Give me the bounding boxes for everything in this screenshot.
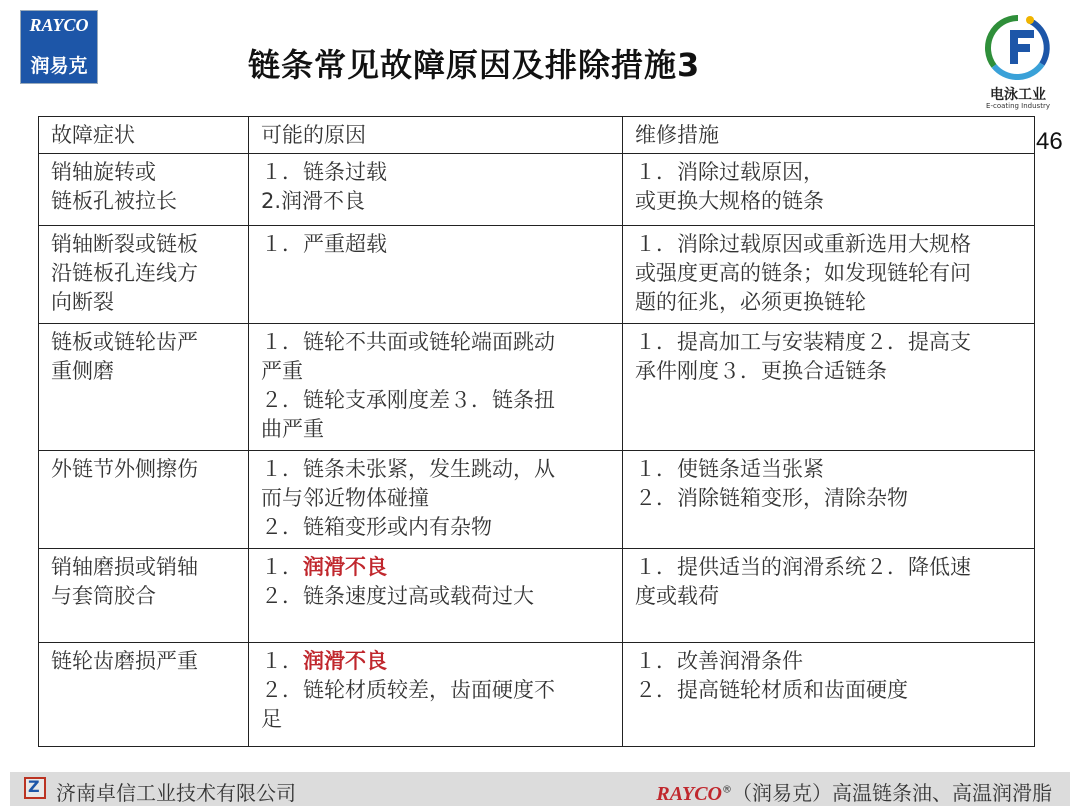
cause-number: １． (261, 457, 303, 481)
symptom-cell (39, 451, 249, 549)
cause-text: 链条未张紧，发生跳动，从 (303, 457, 555, 481)
cause-number: １． (261, 330, 303, 354)
symptom-line: 与套筒胶合 (51, 584, 156, 608)
cause-text-highlight: 润滑不良 (303, 649, 387, 673)
footer-company: 济南卓信工业技术有限公司 (56, 781, 296, 805)
cause-number: １． (261, 232, 303, 256)
cause-number: 2. (261, 189, 282, 213)
header-remedy: 维修措施 (623, 117, 1035, 154)
cause-number: ２． (261, 515, 303, 539)
remedy-cell (623, 154, 1035, 226)
table-row (39, 226, 1035, 324)
causes-cell (249, 324, 623, 451)
remedy-cell (623, 226, 1035, 324)
logo-chinese-text: 润易克 (30, 55, 88, 77)
remedy-cell (623, 324, 1035, 451)
footer-product: （润易克）高温链条油、高温润滑脂 (732, 781, 1052, 805)
cause-line (261, 705, 612, 734)
remedy-line: １．改善润滑条件 (635, 649, 803, 673)
cause-text: 链轮材质较差，齿面硬度不 (303, 678, 555, 702)
symptom-cell (39, 549, 249, 643)
cause-number: １． (261, 649, 303, 673)
footer-brand: RAYCO (656, 783, 722, 805)
cause-text: 润滑不良 (281, 189, 366, 213)
cause-number: １． (261, 555, 303, 579)
remedy-cell (623, 451, 1035, 549)
page-number: 46 (1036, 128, 1063, 155)
table-body (39, 154, 1035, 747)
cause-line (261, 386, 612, 415)
fault-table (38, 116, 1035, 747)
cause-text: 足 (261, 707, 282, 731)
cause-line (261, 415, 612, 444)
registered-mark: ® (722, 784, 732, 796)
symptom-line: 销轴断裂或链板 (51, 232, 198, 256)
remedy-line: ２．消除链箱变形，清除杂物 (635, 486, 908, 510)
remedy-line: 或更换大规格的链条 (635, 189, 824, 213)
page-title: 链条常见故障原因及排除措施3 (248, 46, 701, 84)
symptom-line: 链轮齿磨损严重 (51, 649, 198, 673)
causes-cell (249, 549, 623, 643)
remedy-line: 承件刚度３．更换合适链条 (635, 359, 887, 383)
cause-text: 链轮不共面或链轮端面跳动 (303, 330, 555, 354)
symptom-line: 向断裂 (51, 290, 114, 314)
table-row (39, 549, 1035, 643)
remedy-line: １．提供适当的润滑系统２．降低速 (635, 555, 971, 579)
causes-cell (249, 154, 623, 226)
ecoating-emblem-icon (984, 14, 1052, 80)
cause-line (261, 187, 612, 216)
cause-number: ２． (261, 584, 303, 608)
cause-line (261, 513, 612, 542)
symptom-line: 外链节外侧擦伤 (51, 457, 198, 481)
symptom-cell (39, 643, 249, 747)
remedy-cell (623, 549, 1035, 643)
causes-cell (249, 226, 623, 324)
cause-text: 严重超载 (303, 232, 387, 256)
symptom-line: 链板或链轮齿严 (51, 330, 198, 354)
symptom-line: 销轴旋转或 (51, 160, 156, 184)
header-causes: 可能的原因 (249, 117, 623, 154)
table-row (39, 451, 1035, 549)
footer-bar (10, 772, 1070, 806)
cause-line (261, 357, 612, 386)
cause-line (261, 484, 612, 513)
table-row (39, 643, 1035, 747)
cause-text: 严重 (261, 359, 303, 383)
remedy-line: 题的征兆，必须更换链轮 (635, 290, 866, 314)
remedy-line: ２．提高链轮材质和齿面硬度 (635, 678, 908, 702)
remedy-line: １．消除过载原因或重新选用大规格 (635, 232, 971, 256)
ecoating-logo-subtext: E-coating Industry (986, 102, 1050, 110)
remedy-cell (623, 643, 1035, 747)
cause-text: 链箱变形或内有杂物 (303, 515, 492, 539)
symptom-cell (39, 226, 249, 324)
header-symptom: 故障症状 (39, 117, 249, 154)
cause-line (261, 158, 612, 187)
company-logo-icon: Z (24, 777, 46, 799)
rayco-logo (20, 10, 98, 84)
cause-line (261, 328, 612, 357)
cause-text: 而与邻近物体碰撞 (261, 486, 429, 510)
ecoating-logo (978, 14, 1058, 110)
ecoating-logo-text: 电泳工业 (990, 87, 1046, 103)
symptom-cell (39, 154, 249, 226)
symptom-line: 沿链板孔连线方 (51, 261, 198, 285)
remedy-line: 或强度更高的链条；如发现链轮有问 (635, 261, 971, 285)
causes-cell (249, 643, 623, 747)
symptom-cell (39, 324, 249, 451)
cause-line (261, 647, 612, 676)
remedy-line: １．消除过载原因， (635, 160, 824, 184)
cause-text: 链条速度过高或载荷过大 (303, 584, 534, 608)
symptom-line: 链板孔被拉长 (51, 189, 177, 213)
cause-line (261, 230, 612, 259)
symptom-line: 重侧磨 (51, 359, 114, 383)
remedy-line: １．使链条适当张紧 (635, 457, 824, 481)
cause-text-highlight: 润滑不良 (303, 555, 387, 579)
remedy-line: １．提高加工与安装精度２．提高支 (635, 330, 971, 354)
cause-text: 链轮支承刚度差３．链条扭 (303, 388, 555, 412)
footer-product-line (656, 777, 1052, 806)
cause-number: ２． (261, 388, 303, 412)
cause-line (261, 676, 612, 705)
table-header-row (39, 117, 1035, 154)
causes-cell (249, 451, 623, 549)
logo-brand-text: RAYCO (29, 15, 89, 35)
table-row (39, 154, 1035, 226)
cause-line (261, 582, 612, 611)
cause-number: ２． (261, 678, 303, 702)
cause-line (261, 553, 612, 582)
symptom-line: 销轴磨损或销轴 (51, 555, 198, 579)
cause-text: 曲严重 (261, 417, 324, 441)
table-row (39, 324, 1035, 451)
remedy-line: 度或载荷 (635, 584, 719, 608)
cause-text: 链条过载 (303, 160, 387, 184)
cause-line (261, 455, 612, 484)
cause-number: １． (261, 160, 303, 184)
